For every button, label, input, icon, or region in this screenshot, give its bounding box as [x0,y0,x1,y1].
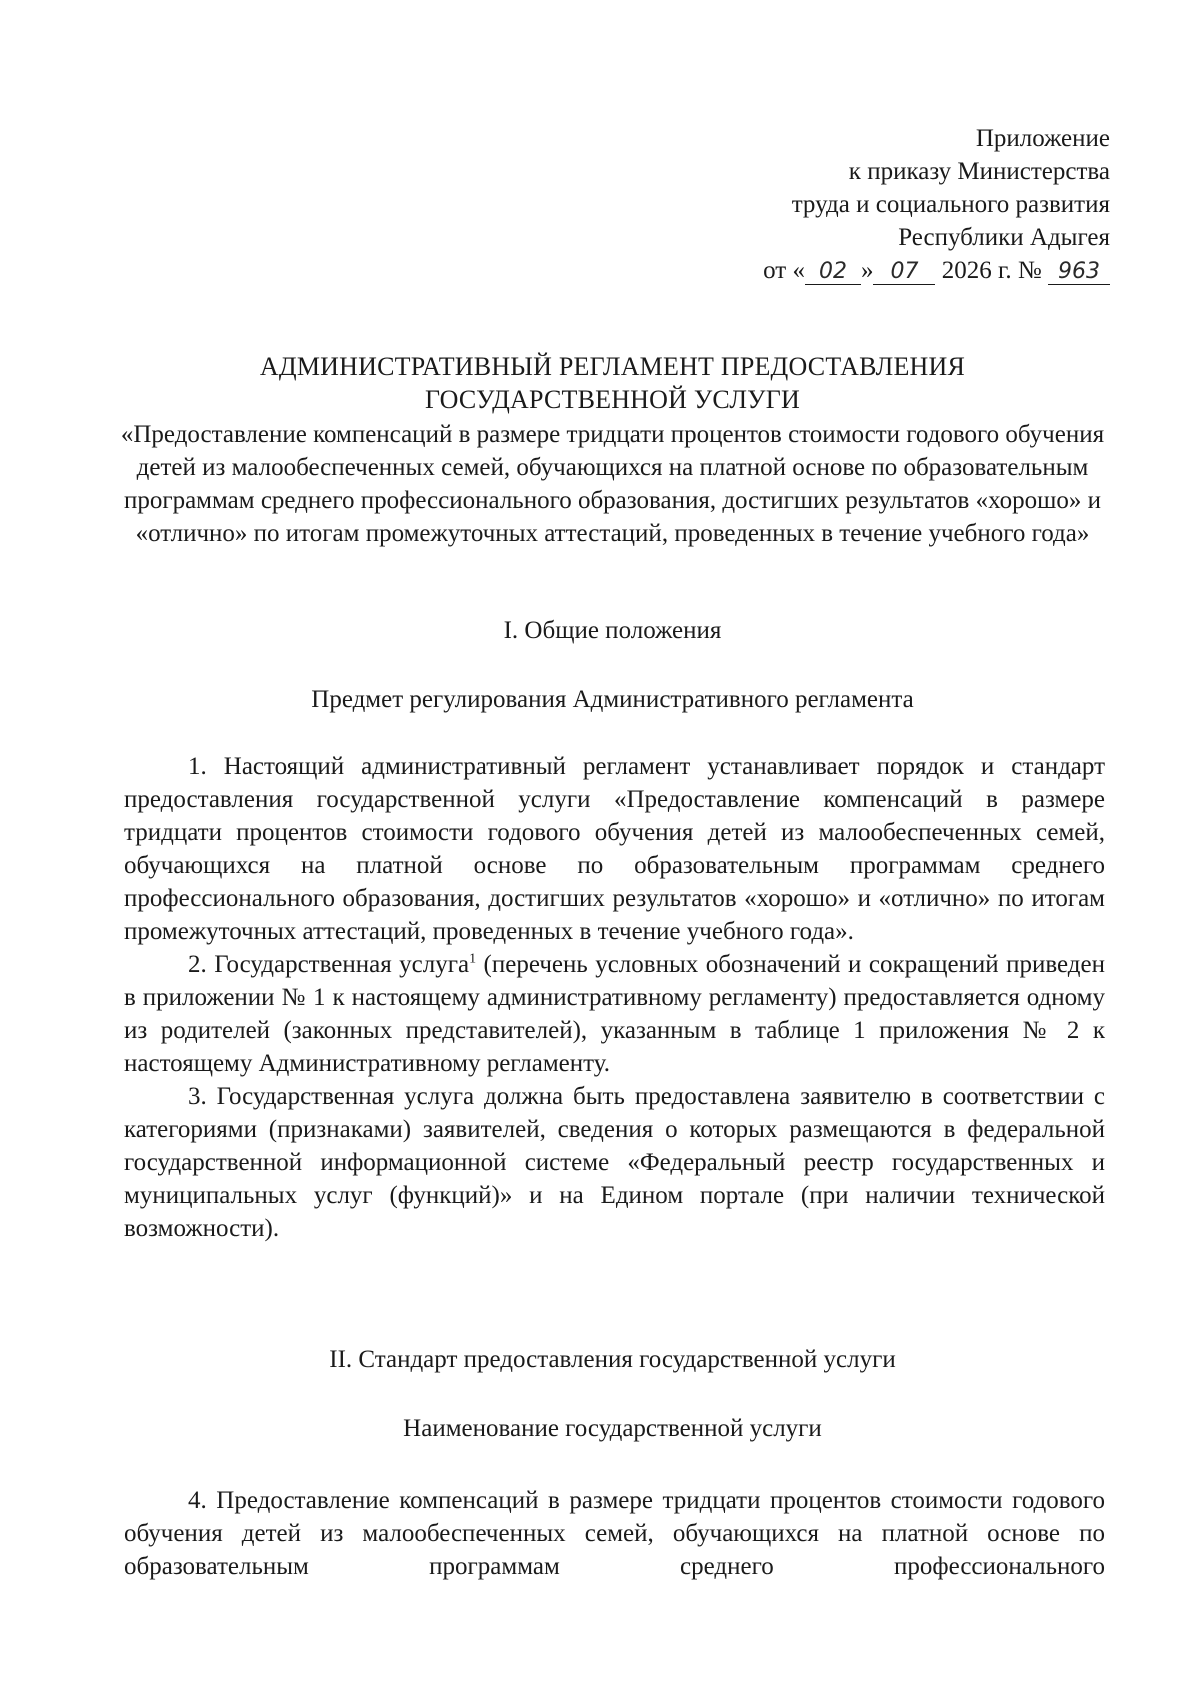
document-subtitle: «Предоставление компенсаций в размере тридцати процентов стоимости годового обучения детей из малообеспеченных семей, обучающихся на платной основе по образовательным программам среднего профессионального образования, достигших результатов «хорошо» и «отлично» по итогам промежуточных аттестаций, проведенных в течение учебного года» [120,421,1105,547]
section-2-heading: II. Стандарт предоставления государственной услуги [329,1346,896,1373]
appendix-line-4: Республики Адыгея [898,224,1110,251]
section-1-subheading: Предмет регулирования Административного регламента [311,686,914,713]
order-number-handwritten: 963 [1048,260,1110,285]
date-year: 2026 г. № [941,257,1042,284]
title-line-1: АДМИНИСТРАТИВНЫЙ РЕГЛАМЕНТ ПРЕДОСТАВЛЕНИЯ [259,352,966,381]
section-1-heading: I. Общие положения [503,617,722,644]
footnote-marker: 1 [469,951,477,967]
paragraph-3: 3. Государственная услуга должна быть предоставлена заявителю в соответствии с категориями (признаками) заявителей, сведения о которых размещаются в федеральной государственной информационной системе «Федеральный реестр государственных и муниципальных услуг (функций)» и на Едином портале (при наличии технической возможности). [124,1083,1105,1242]
paragraph-4: 4. Предоставление компенсаций в размере тридцати процентов стоимости годового обучения детей из малообеспеченных семей, обучающихся на платной основе по образовательным программам среднего профессионального [124,1487,1105,1580]
title-line-2: ГОСУДАРСТВЕННОЙ УСЛУГИ [425,385,800,414]
section-2-body [124,1484,1105,1583]
section-1-body [124,750,1105,1245]
appendix-line-2: к приказу Министерства [848,158,1110,185]
document-title [120,350,1105,416]
appendix-header [763,122,1110,287]
date-month-handwritten: 07 [873,260,935,285]
date-mid: » [860,257,874,284]
appendix-line-3: труда и социального развития [791,191,1110,218]
date-day-handwritten: 02 [805,260,861,285]
paragraph-2 [124,948,1105,1080]
order-date-line [763,254,1110,287]
section-2-subheading: Наименование государственной услуги [403,1415,822,1442]
date-prefix: от « [763,257,805,284]
paragraph-1: 1. Настоящий административный регламент устанавливает порядок и стандарт предоставления государственной услуги «Предоставление компенсаций в размере тридцати процентов стоимости годового обучения детей из малообеспеченных семей, обучающихся на платной основе по образовательным программам среднего профессионального образования, достигших результатов «хорошо» и «отлично» по итогам промежуточных аттестаций, проведенных в течение учебного года». [124,753,1105,945]
appendix-line-1: Приложение [975,125,1110,152]
paragraph-2-start: 2. Государственная услуга [188,951,470,978]
paragraph-2-rest: (перечень условных обозначений и сокращений приведен в приложении № 1 к настоящему административному регламенту) предоставляется одному из родителей (законных представителей), указанным в таблице 1 приложения № 2 к настоящему Административному регламенту. [124,951,1106,1077]
